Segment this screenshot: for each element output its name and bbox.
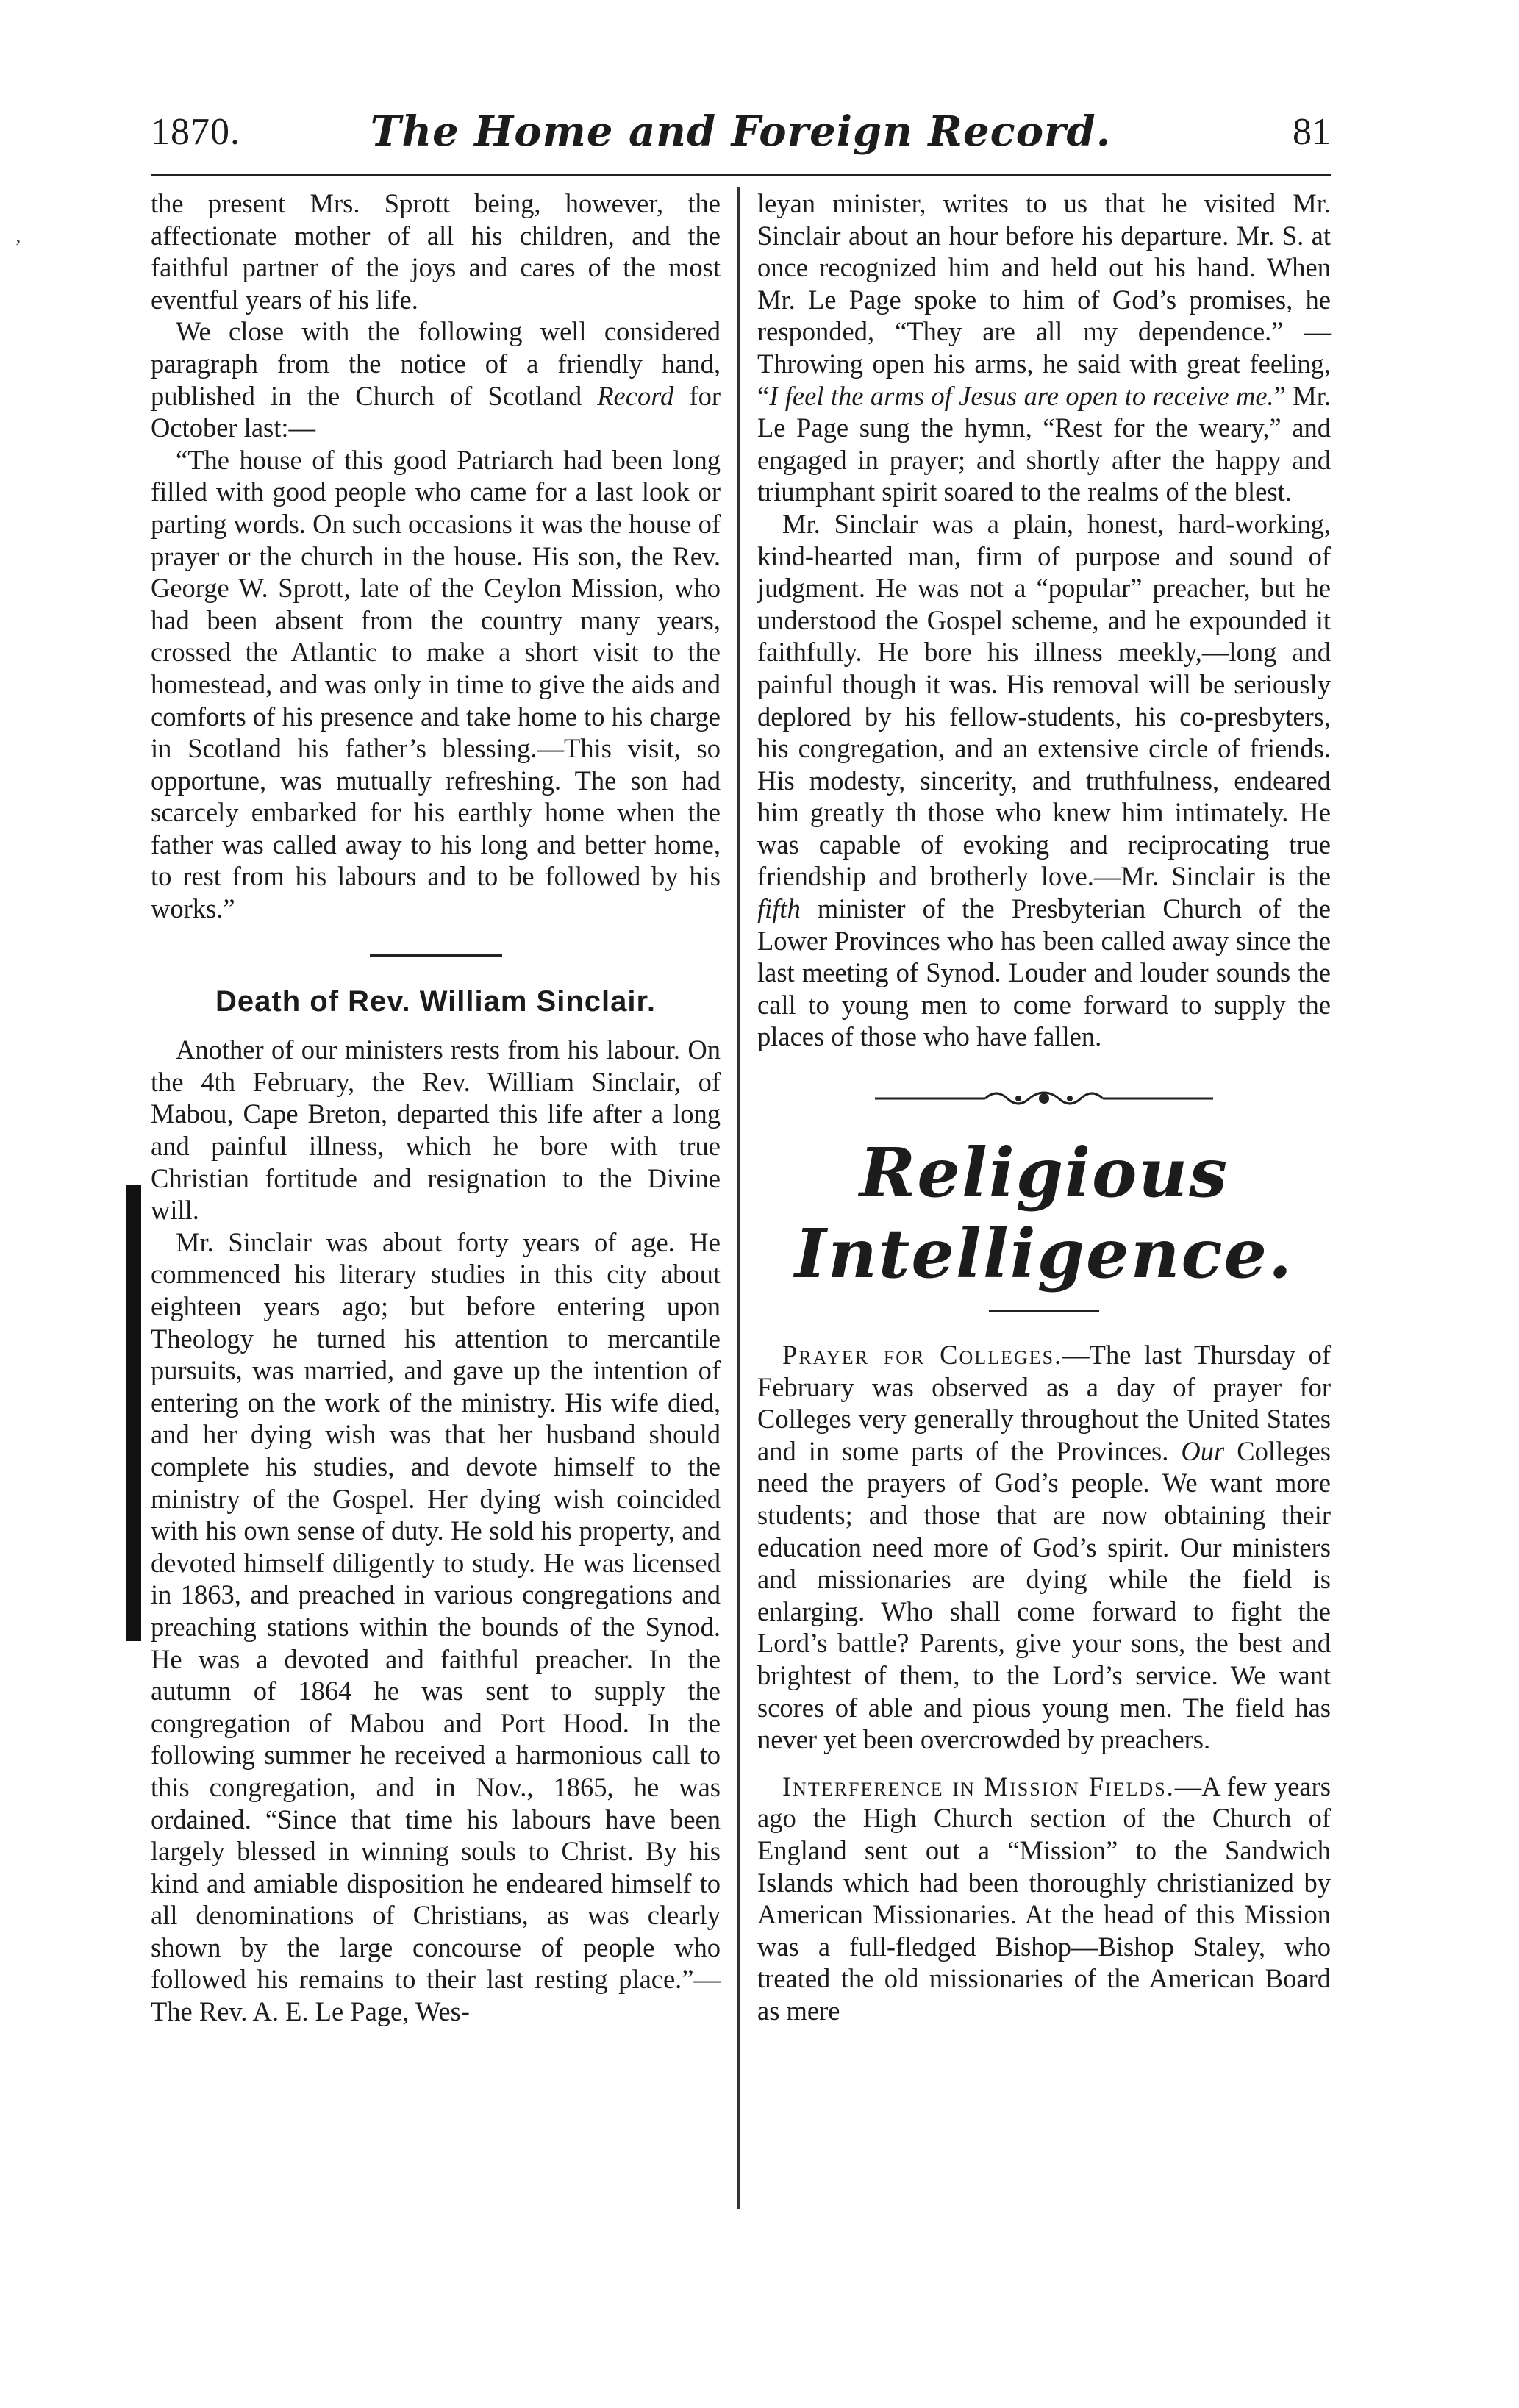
page-header	[151, 107, 1331, 169]
prayer-text-b: Colleges need the prayers of God’s people. We want more students; and those that are now obtaining their education need more of God’s spirit. Our ministers and missionaries are dying while the field is enlarging. Who shall come forward to fight the Lord’s battle? Parents, give your sons, the best and brightest of them, to the Lord’s service. We want scores of able and pious young men. The field has never yet been overcrowded by preachers.	[757, 1435, 1331, 1755]
obituary-paragraph-1: Another of our ministers rests from his labour. On the 4th February, the Rev. William Sinclair, of Mabou, Cape Breton, departed this life after a long and painful illness, which he bore with true Christian fortitude and resignation to the Divine will.	[151, 1035, 721, 1226]
left-paragraph-2	[151, 315, 721, 443]
sprott-quote: “The house of this good Patriarch had been long filled with good people who came for a last look or parting words. On such occasions it was the house of prayer or the church in the house. His son, the Rev. George W. Sprott, late of the Ceylon Mission, who had been absent from the country many years, crossed the Atlantic to make a short visit to the homestead, and was only in time to give the aids and comforts of his presence and take home to his charge in Scotland his father’s blessing.—This visit, so opportune, was mutually refreshing. The son had scarcely embarked for his earthly home when the father was called away to his long and better home, to rest from his labours and to be followed by his works.”	[151, 444, 721, 924]
header-rule	[151, 174, 1331, 176]
left-paragraph-1: the present Mrs. Sprott being, however, the affectionate mother of all his children, and the faithful partner of the joys and cares of the most eventful years of his life.	[151, 188, 721, 315]
margin-mark: ‚	[15, 224, 22, 247]
right-paragraph-2-text-a: Mr. Sinclair was a plain, honest, hard-working, kind-hearted man, firm of purpose and sound of judgment. He was not a “popular” preacher, but he understood the Gospel scheme, and he expounded it faithfully. He bore his illness meekly,—long and painful though it was. His removal will be seriously deplored by his fellow-students, his co-presbyters, his congregation, and an extensive circle of friends. His modesty, sincerity, and truthfulness, endeared him greatly th those who knew him intimately. He was capable of evoking and reciprocating true friendship and brotherly love.—Mr. Sinclair is the	[757, 508, 1331, 892]
religious-intelligence-heading: Religious Intelligence.	[794, 1133, 1294, 1294]
right-paragraph-1-text-a: leyan minister, writes to us that he visited Mr. Sinclair about an hour before his departure. Mr. S. at once recognized him and held out his hand. When Mr. Le Page spoke to him of God’s promises, he responded, “They are all my dependence.” —Throwing open his arms, he said with great feeling, “	[757, 188, 1331, 411]
section-divider	[370, 954, 502, 957]
right-column	[757, 187, 1331, 2027]
interference-lead: Interference in Mission Fields.	[782, 1771, 1175, 1801]
interference-text: —A few years ago the High Church section of the Church of England sent out a “Mission” to the Sandwich Islands which had been thoroughly christianized by American Missionaries. At the head of this Mission was a full-fledged Bishop—Bishop Staley, who treated the old missionaries of the American Board as mere	[757, 1771, 1331, 2026]
left-column	[151, 187, 721, 2028]
ornament-flourish-icon	[875, 1085, 1213, 1112]
right-paragraph-2-text-b: minister of the Presbyterian Church of the Lower Provinces who has been called away since the last meeting of Synod. Louder and louder sounds the call to young men to come forward to supply the places of those who have fallen.	[757, 893, 1331, 1052]
masthead-title: The Home and Foreign Record.	[370, 107, 1112, 156]
left-paragraph-2-text-a: We close with the following well considered paragraph from the notice of a friendly hand, published in the Church of Scotland	[151, 316, 721, 411]
fifth-italic: fifth	[757, 893, 801, 924]
prayer-for-colleges-lead: Prayer for Colleges.	[782, 1340, 1063, 1371]
right-paragraph-1-text-b: ” Mr. Le Page sung the hymn, “Rest for the weary,” and engaged in prayer; and shortly after the happy and triumphant spirit soared to the realms of the blest.	[757, 380, 1332, 507]
column-divider	[737, 187, 740, 2209]
interference-paragraph	[757, 1771, 1331, 2027]
left-paragraph-2-text-b: for October last:—	[151, 380, 721, 443]
header-year: 1870.	[151, 111, 240, 153]
prayer-for-colleges-paragraph	[757, 1339, 1331, 1756]
obituary-paragraph-2: Mr. Sinclair was about forty years of age. He commenced his literary studies in this city about eighteen years ago; but before entering upon Theology he turned his attention to mercantile pursuits, was married, and gave up the intention of entering on the work of the ministry. His wife died, and her dying wish was that her husband should complete his studies, and devote himself to the ministry of the Gospel. Her dying wish coincided with his own sense of duty. He sold his property, and devoted himself diligently to study. He was licensed in 1863, and preached in various congregations and preaching stations within the bounds of the Synod. He was a devoted and faithful preacher. In the autumn of 1864 he was sent to supply the congregation of Mabou and Port Hood. In the following summer he received a harmonious call to this congregation, and in Nov., 1865, he was ordained. “Since that time his labours have been largely blessed in winning souls to Christ. By his kind and amiable disposition he endeared himself to all denominations of Christians, as was clearly shown by the large concourse of people who followed his remains to their last resting place.”—The Rev. A. E. Le Page, Wes-	[151, 1226, 721, 2027]
right-paragraph-1	[757, 187, 1331, 508]
heading-underline	[989, 1310, 1099, 1312]
page-number: 81	[1293, 111, 1331, 153]
ornament-divider	[757, 1085, 1331, 1115]
arms-of-jesus-italic: I feel the arms of Jesus are open to receive me.	[769, 380, 1274, 411]
our-italic: Our	[1181, 1435, 1225, 1466]
margin-marker-bar	[126, 1185, 141, 1641]
right-paragraph-2	[757, 508, 1331, 1053]
record-italic: Record	[597, 380, 674, 411]
obituary-heading: Death of Rev. William Sinclair.	[215, 985, 656, 1018]
prayer-text-a: —The last Thursday of February was observed as a day of prayer for Colleges very generally throughout the United States and in some parts of the Provinces.	[757, 1340, 1331, 1466]
